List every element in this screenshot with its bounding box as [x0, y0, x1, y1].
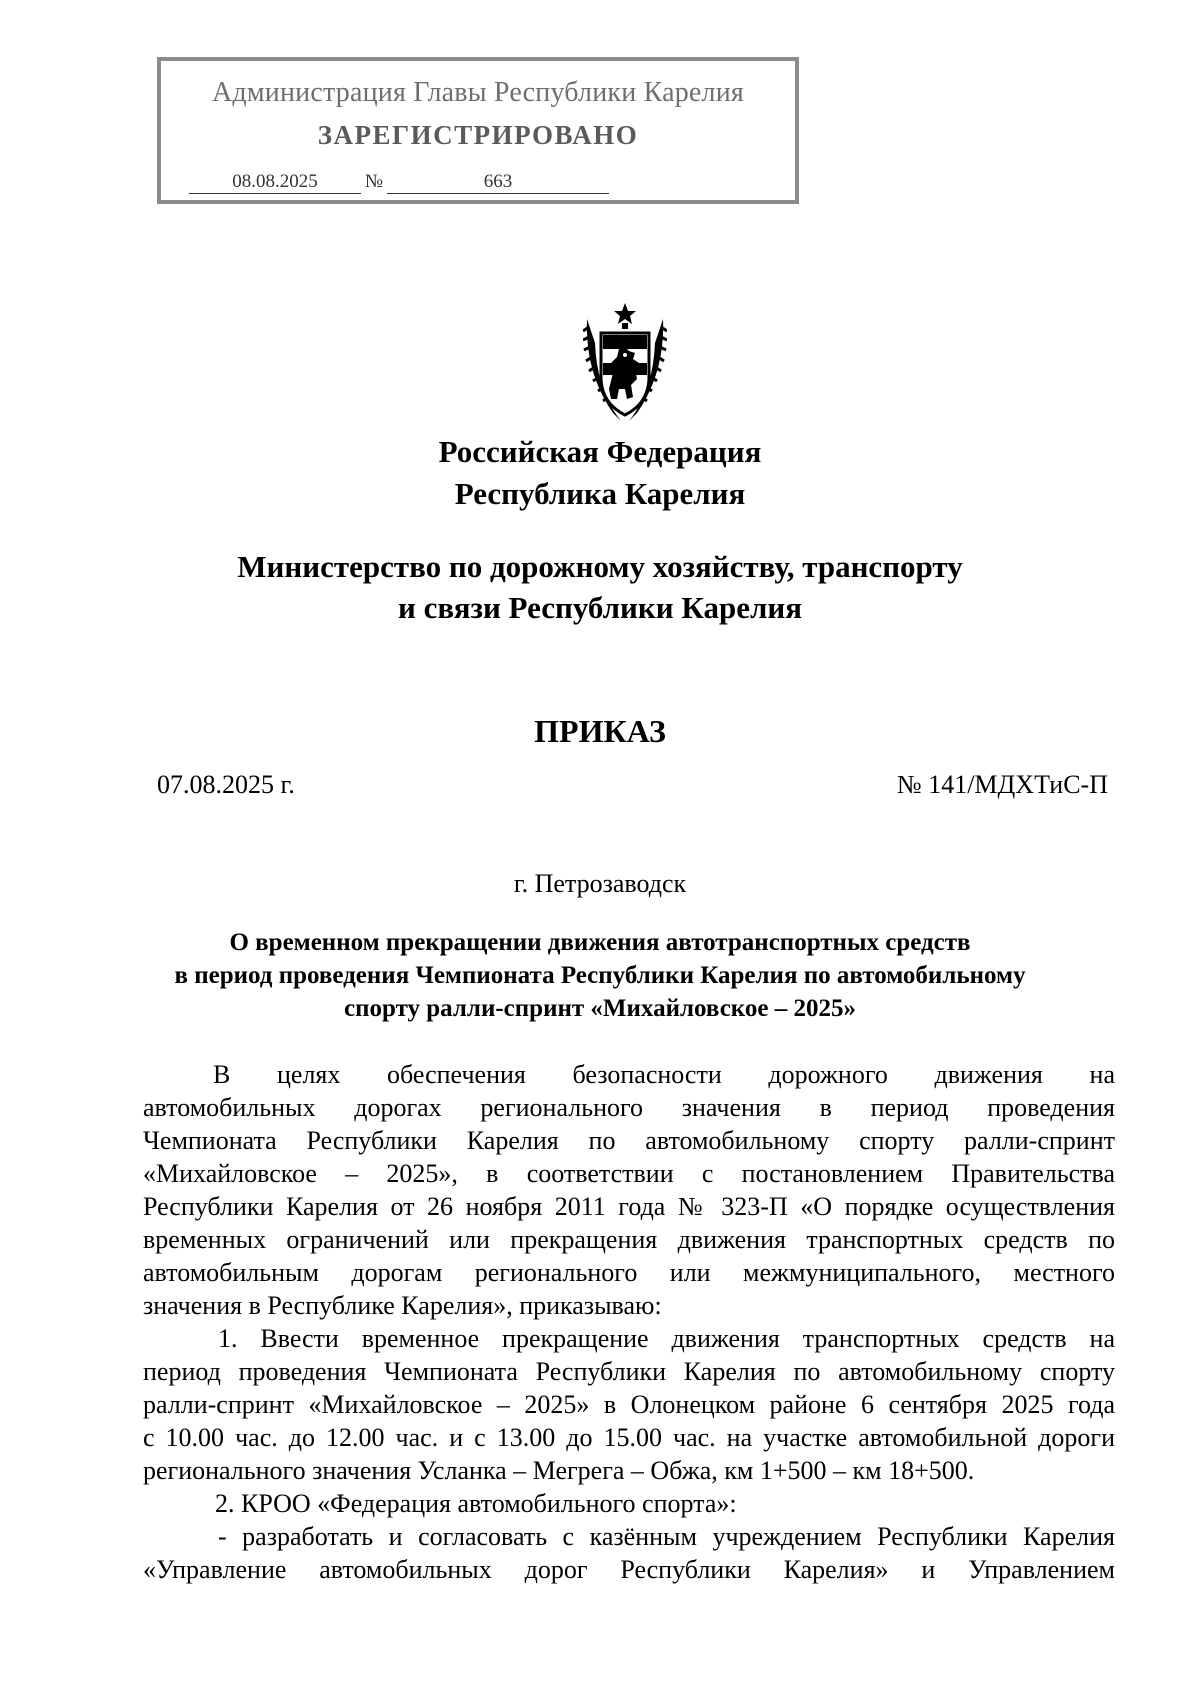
body-line: «Михайловское – 2025», в соответствии с постановлением Правительства [143, 1159, 1115, 1188]
body-line: автомобильным дорогам регионального или межмуниципального, местного [143, 1258, 1115, 1287]
order-date: 07.08.2025 г. [157, 770, 295, 799]
body-line: значения в Республике Карелия», приказываю: [143, 1291, 662, 1320]
header-ministry-line2: и связи Республики Карелия [398, 590, 802, 625]
order-title-line3: спорту ралли-спринт «Михайловское – 2025» [344, 995, 856, 1022]
body-line: ралли-спринт «Михайловское – 2025» в Олонецком районе 6 сентября 2025 года [143, 1390, 1115, 1419]
stamp-date: 08.08.2025 [189, 171, 361, 194]
stamp-number: 663 [387, 171, 609, 194]
header-country: Российская Федерация [438, 434, 762, 469]
body-line: Республики Карелия от 26 ноября 2011 года № 323-П «О порядке осуществления [143, 1192, 1115, 1221]
stamp-authority: Администрация Главы Республики Карелия [212, 77, 744, 108]
order-number: № 141/МДХТиС-П [896, 770, 1108, 799]
body-line: В целях обеспечения безопасности дорожного движения на [213, 1060, 1115, 1089]
body-line: с 10.00 час. до 12.00 час. и с 13.00 до 15.00 час. на участке автомобильной дороги [143, 1423, 1115, 1452]
stamp-registered-label: ЗАРЕГИСТРИРОВАНО [317, 120, 639, 150]
header-republic: Республика Карелия [454, 476, 746, 511]
order-body [143, 1058, 1115, 1586]
body-line: временных ограничений или прекращения движения транспортных средств по [143, 1225, 1115, 1254]
order-title-line2: в период проведения Чемпионата Республики Карелия по автомобильному [174, 962, 1026, 989]
body-line: автомобильных дорогах регионального значения в период проведения [143, 1093, 1115, 1122]
body-line: 1. Ввести временное прекращение движения транспортных средств на [218, 1324, 1115, 1353]
coat-of-arms-icon [583, 303, 667, 425]
body-line: «Управление автомобильных дорог Республики Карелия» и Управлением [143, 1555, 1115, 1584]
order-title-line1: О временном прекращении движения автотранспортных средств [229, 929, 971, 956]
order-city: г. Петрозаводск [513, 869, 687, 898]
body-line: регионального значения Усланка – Мегрега – Обжа, км 1+500 – км 18+500. [143, 1456, 975, 1485]
header-ministry-line1: Министерство по дорожному хозяйству, транспорту [237, 549, 963, 584]
body-line: Чемпионата Республики Карелия по автомобильному спорту ралли-спринт [143, 1126, 1115, 1155]
registration-stamp [157, 57, 799, 204]
body-line: 2. КРОО «Федерация автомобильного спорта»: [215, 1489, 737, 1518]
document-type: ПРИКАЗ [534, 713, 666, 749]
body-line: период проведения Чемпионата Республики Карелия по автомобильному спорту [143, 1357, 1115, 1386]
stamp-number-label: № [364, 171, 384, 192]
body-line: - разработать и согласовать с казённым учреждением Республики Карелия [218, 1522, 1115, 1551]
stamp-registration-row [189, 171, 609, 194]
